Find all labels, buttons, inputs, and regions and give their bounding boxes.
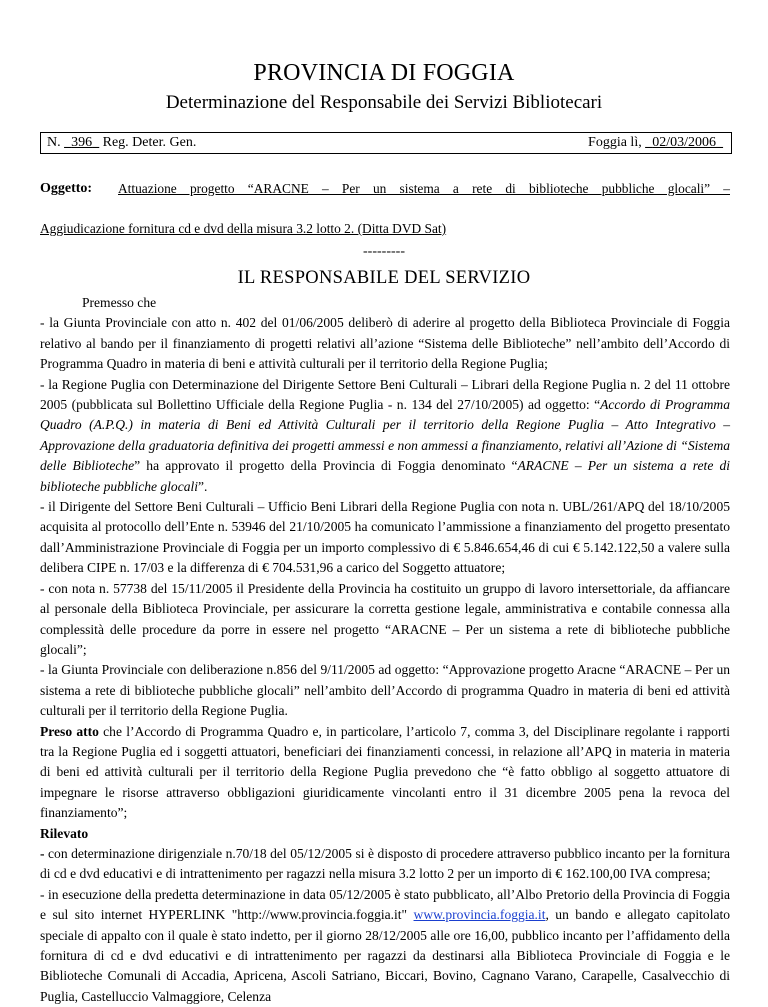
separator: --------- bbox=[363, 244, 405, 259]
number-prefix: N. bbox=[47, 135, 61, 150]
p8-text-b: , un bando e allegato capitolato speciale di appalto con il quale è stato indetto, per il giorno 28/12/2005 alle ore 16,00, pubblico incanto per l’affidamento della fornitura di cd e dvd educativi e di intrattenimento per ragazzi da destinarsi alla Biblioteca Provinciale di Foggia e le Biblioteche Comunali di Accadia, Apricena, Ascoli Satriano, Biccari, Bovino, Cagnano Varano, Carapelle, Casalvecchio di Puglia, Castelluccio Valmaggiore, Celenza bbox=[40, 907, 731, 1004]
p2-text-a: - la Regione Puglia con Determinazione del Dirigente Settore Beni Culturali – Librari della Regione Puglia n. 2 del 11 ottobre 2005 (pubblicata sul Bollettino Ufficiale della Regione Puglia - n. 134 del 27/10/2005) ad oggetto: “ bbox=[40, 376, 730, 413]
paragraph-8 bbox=[40, 885, 730, 1007]
determination-number bbox=[47, 135, 196, 151]
paragraph-7 bbox=[40, 844, 730, 885]
paragraph-2 bbox=[40, 375, 730, 497]
number-text: 396 bbox=[71, 135, 93, 150]
reference-box bbox=[40, 132, 732, 154]
date-value: _02/03/2006_ bbox=[645, 135, 723, 150]
determination-date bbox=[588, 135, 723, 151]
preso-atto-label: Preso atto bbox=[40, 723, 99, 739]
paragraph-3: - il Dirigente del Settore Beni Culturali – Ufficio Beni Librari della Regione Puglia con nota n. UBL/261/APQ del 18/10/2005 acquisita al protocollo dell’Ente n. 53946 del 21/10/2005 ha comunicato l’ammissione a finanziamento del progetto presentato dall’Amministrazione Provinciale di Foggia per un importo complessivo di € 5.846.654,46 di cui € 5.142.122,50 a valere sulla delibera CIPE n. 17/03 e la differenza di € 704.531,96 a carico del Soggetto attuatore; bbox=[40, 499, 730, 576]
date-text: 02/03/2006 bbox=[652, 135, 716, 150]
register-label: Reg. Deter. Gen. bbox=[102, 135, 197, 150]
document-subtitle: Determinazione del Responsabile dei Servizi Bibliotecari bbox=[165, 92, 603, 113]
p6-text: che l’Accordo di Programma Quadro e, in particolare, l’articolo 7, comma 3, del Disciplinare regolante i rapporti tra la Regione Puglia ed i soggetti attuatori, beneficiari dei finanziamenti concessi, in relazione all’APQ in materia in materia di beni ed attività culturali per il territorio della Regione Puglia prevedono che “è fatto obbligo al soggetto attuatore di impegnare le risorse attraverso obbligazioni giuridicamente vincolanti entro il 31 dicembre 2005 pena la revoca del finanziamento”; bbox=[40, 723, 730, 821]
subject-line-1: Attuazione progetto “ARACNE – Per un sistema a rete di biblioteche pubbliche glocali” – bbox=[118, 181, 730, 196]
provincia-website-link[interactable]: www.provincia.foggia.it bbox=[413, 907, 546, 923]
document-body bbox=[40, 293, 730, 1007]
p2-italic-a: Accordo di Programma Quadro (A.P.Q.) in materia di Beni ed Attività Culturali per il territorio della Regione Puglia – Atto Integrativo – Approvazione della graduatoria definitiva dei progetti ammessi e non ammessi a finanziamento, relativi all’Azione di “Sistema delle Biblioteche bbox=[40, 397, 730, 474]
document-title: PROVINCIA DI FOGGIA bbox=[253, 60, 515, 86]
p7-dash: - bbox=[40, 845, 45, 861]
subject-label: Oggetto: bbox=[40, 181, 93, 196]
number-value: _396_ bbox=[64, 135, 100, 150]
premesso-line: Premesso che bbox=[82, 295, 157, 310]
p7-text: con determinazione dirigenziale n.70/18 del 05/12/2005 si è disposto di procedere attraverso pubblico incanto per la fornitura di cd e dvd educativi e di intrattenimento per ragazzi nella misura 3.2 lotto 2 per un importo di € 162.100,00 IVA compresa; bbox=[40, 845, 730, 882]
subject-line-2: Aggiudicazione fornitura cd e dvd della misura 3.2 lotto 2. (Ditta DVD Sat) bbox=[40, 221, 447, 236]
paragraph-6 bbox=[40, 722, 730, 824]
p2-text-c: ”. bbox=[198, 478, 208, 494]
paragraph-5: - la Giunta Provinciale con deliberazione n.856 del 9/11/2005 ad oggetto: “Approvazione progetto Aracne “ARACNE – Per un sistema a rete di biblioteche pubbliche glocali” nell’ambito dell’Accordo di programma Quadro in materia di beni ed attività culturali per il territorio della Regione Puglia. bbox=[40, 662, 730, 719]
paragraph-1: - la Giunta Provinciale con atto n. 402 del 01/06/2005 deliberò di aderire al progetto della Biblioteca Provinciale di Foggia relativo al bando per il finanziamento di progetti relativi all’azione “Sistema delle Biblioteche” nell’ambito dell’Accordo di Programma Quadro in materia di beni e attività culturali per il territorio della Regione Puglia; bbox=[40, 315, 730, 372]
date-prefix: Foggia lì, bbox=[588, 135, 642, 150]
rilevato-label: Rilevato bbox=[40, 825, 89, 841]
p2-italic-b: ARACNE – Per un sistema a rete di biblioteche pubbliche glocali bbox=[40, 458, 731, 494]
section-heading: IL RESPONSABILE DEL SERVIZIO bbox=[237, 268, 531, 288]
p2-text-b: ” ha approvato il progetto della Provincia di Foggia denominato “ bbox=[134, 458, 518, 474]
p8-text-a: - in esecuzione della predetta determinazione in data 05/12/2005 è stato pubblicato, all’Albo Pretorio della Provincia di Foggia e sul sito internet HYPERLINK "http://www.provincia.foggia.it" bbox=[40, 886, 730, 923]
paragraph-4: - con nota n. 57738 del 15/11/2005 il Presidente della Provincia ha costituito un gruppo di lavoro intersettoriale, da affiancare al personale della Biblioteca Provinciale, per assicurare la corretta gestione legale, amministrativa e contabile connessa alla complessità delle procedure da porre in essere nel progetto “ARACNE – Per un sistema a rete di biblioteche pubbliche glocali”; bbox=[40, 580, 730, 657]
